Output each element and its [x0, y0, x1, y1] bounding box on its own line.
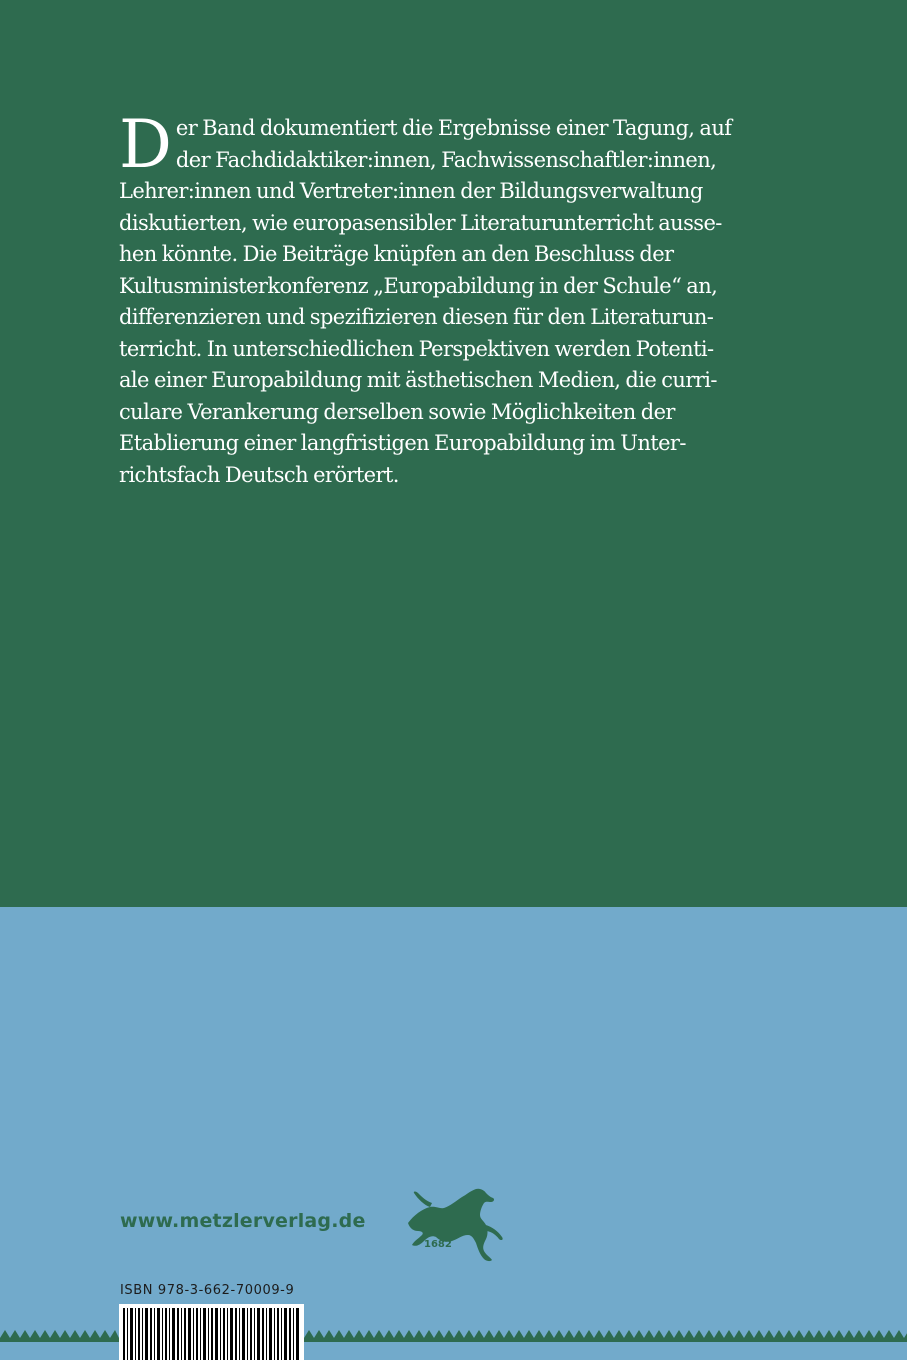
publisher-website-link[interactable]: www.metzlerverlag.de: [120, 1210, 366, 1232]
horse-logo-icon: [400, 1185, 512, 1267]
blurb-line: Etablierung einer langfristigen Europabildung im Unter-: [119, 431, 686, 455]
barcode-bars: [119, 1304, 304, 1360]
blurb-text: [119, 106, 751, 491]
barcode: [119, 1304, 304, 1360]
blurb-line: er Band dokumentiert die Ergebnisse einer Tagung, auf: [175, 116, 732, 140]
blurb-line: Lehrer:innen und Vertreter:innen der Bildungsverwaltung: [119, 179, 703, 203]
dropcap-letter: D: [119, 106, 172, 183]
blurb-line: diskutierten, wie europasensibler Literaturunterricht ausse-: [119, 210, 722, 235]
decorative-border-right: [304, 1326, 907, 1342]
logo-year: 1682: [424, 1239, 452, 1250]
blurb-line: Kultusministerkonferenz „Europabildung in der Schule“ an,: [119, 273, 718, 298]
blurb-line: ale einer Europabildung mit ästhetischen Medien, die curri-: [119, 368, 717, 392]
blurb-line: richtsfach Deutsch erörtert.: [119, 462, 399, 487]
blurb-line: der Fachdidaktiker:innen, Fachwissenschaftler:innen,: [175, 147, 717, 172]
decorative-border-left: [0, 1326, 119, 1342]
isbn-text: ISBN 978-3-662-70009-9: [120, 1283, 295, 1298]
blurb-line: hen könnte. Die Beiträge knüpfen an den Beschluss der: [119, 242, 674, 266]
blurb-line: terricht. In unterschiedlichen Perspektiven werden Potenti-: [119, 336, 714, 361]
blurb-line: differenzieren und spezifizieren diesen für den Literaturun-: [119, 305, 714, 329]
blurb-line: culare Verankerung derselben sowie Möglichkeiten der: [119, 399, 675, 424]
